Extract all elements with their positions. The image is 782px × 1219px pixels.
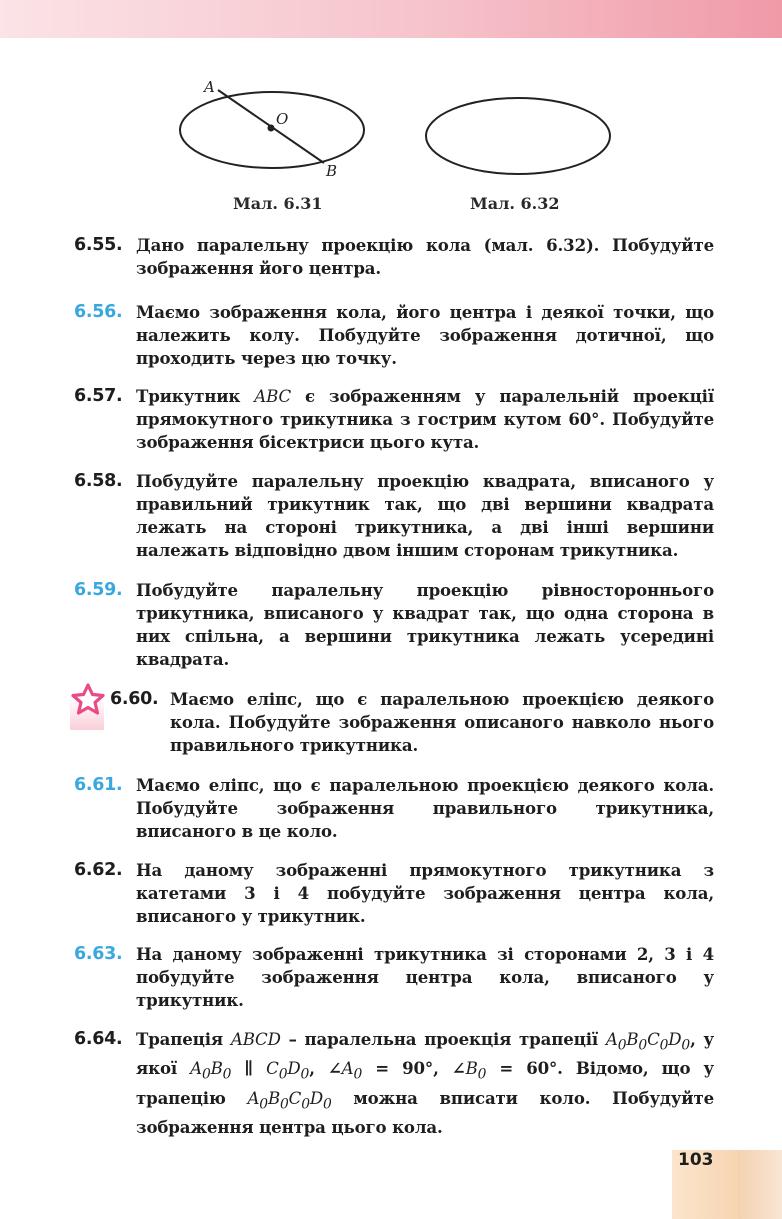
text-part: можна вписати коло. Побудуйте зображення центра цього кола. <box>136 1087 714 1137</box>
problem-text: Побудуйте паралельну проекцію квадрата, вписаного у правильний трикутник так, що дві вершини квадрата лежать на стороні трикутника, а дві інші вершини належать відповідно двом іншим сторонам трикутника. <box>136 471 714 560</box>
text-part: Трикутник <box>136 386 255 406</box>
var-a0b0: $A_0B_0$ <box>190 1059 232 1083</box>
page-number: 103 <box>678 1150 714 1170</box>
problem-text: На даному зображенні прямокутного трикутника з катетами 3 і 4 побудуйте зображення центра кола, вписаного у трикутник. <box>136 860 714 926</box>
figures-svg <box>0 70 782 220</box>
text-part: = 90°, ∠ <box>362 1058 466 1079</box>
problem-number: 6.63. <box>74 944 123 964</box>
problem-number: 6.55. <box>74 235 123 255</box>
label-b: B <box>326 162 338 180</box>
var-a0b0c0d0: $A_0B_0C_0D_0$ <box>605 1030 691 1054</box>
ellipse-fig-6-32 <box>426 98 610 174</box>
text-part: , у якої <box>136 1029 714 1079</box>
problem-number: 6.56. <box>74 302 123 322</box>
var-a0: $A_0$ <box>341 1059 363 1083</box>
problem-text: Маємо зображення кола, його центра і деякої точки, що належить колу. Побудуйте зображення дотичної, що проходить через цю точку. <box>136 302 714 368</box>
var-a0b0c0d0-2: $A_0B_0C_0D_0$ <box>247 1088 332 1112</box>
text-part: = 60°. Відомо, що у трапецію <box>136 1058 714 1108</box>
var-abc: ABC <box>254 387 292 406</box>
var-b0: $B_0$ <box>465 1059 487 1083</box>
problem-text <box>170 688 714 757</box>
problem-number: 6.59. <box>74 580 123 600</box>
problem-text <box>136 385 714 454</box>
figures-area <box>0 70 782 220</box>
problem-text: Трапеція ABCD – паралельна проекція трапеції $A_0B_0C_0D_0$, у якої $A_0B_0$ ∥ $C_0D_0$, $\angle A_0 = 90^\circ$, $\angle B_0 = 60^\circ$. Відомо, що у трапецію $A_0B_0C_0D_0$ можна вписати коло. Побудуйте зображення центра цього кола. <box>136 1029 714 1137</box>
problem-number: 6.57. <box>74 386 123 406</box>
problem-text: Побудуйте паралельну проекцію рівностороннього трикутника, вписаного у квадрат так, що одна сторона в них спільна, а вершини трикутника лежать усередині квадрата. <box>136 580 714 669</box>
text-part: Трапеція <box>136 1029 231 1049</box>
label-o: O <box>276 110 289 128</box>
problem-text: Маємо еліпс, що є паралельною проекцією деякого кола. Побудуйте зображення правильного трикутника, вписаного в це коло. <box>136 775 714 841</box>
var-c0d0: $C_0D_0$ <box>266 1059 310 1083</box>
problem-number: 6.60. <box>110 689 159 709</box>
center-point-o <box>268 125 275 132</box>
problem-number: 6.58. <box>74 471 123 491</box>
top-decorative-band <box>0 0 782 38</box>
text-part: є зображенням у паралельній проекції прямокутного трикутника з гострим кутом 60°. Побудуйте зображення бісектриси цього кута. <box>136 386 714 452</box>
fig-label-6-32: Мал. 6.32 <box>470 194 560 213</box>
var-abcd: ABCD <box>230 1030 281 1049</box>
text-part: – паралельна проекція трапеції <box>280 1029 606 1049</box>
star-icon <box>70 682 106 722</box>
problem-text: На даному зображенні трикутника зі сторонами 2, 3 і 4 побудуйте зображення центра кола, вписаного у трикутник. <box>136 944 714 1010</box>
text-part: , ∠ <box>309 1058 342 1079</box>
problem-number: 6.62. <box>74 860 123 880</box>
problem-text-inner: Маємо еліпс, що є паралельною проекцією деякого кола. Побудуйте зображення описаного навколо нього правильного трикутника. <box>170 689 714 755</box>
problem-number: 6.64. <box>74 1029 123 1049</box>
page-number-stripe <box>738 1150 782 1219</box>
label-a: A <box>204 78 215 96</box>
problem-number: 6.61. <box>74 775 123 795</box>
fig-label-6-31: Мал. 6.31 <box>233 194 323 213</box>
problem-text: Дано паралельну проекцію кола (мал. 6.32). Побудуйте зображення його центра. <box>136 235 714 278</box>
